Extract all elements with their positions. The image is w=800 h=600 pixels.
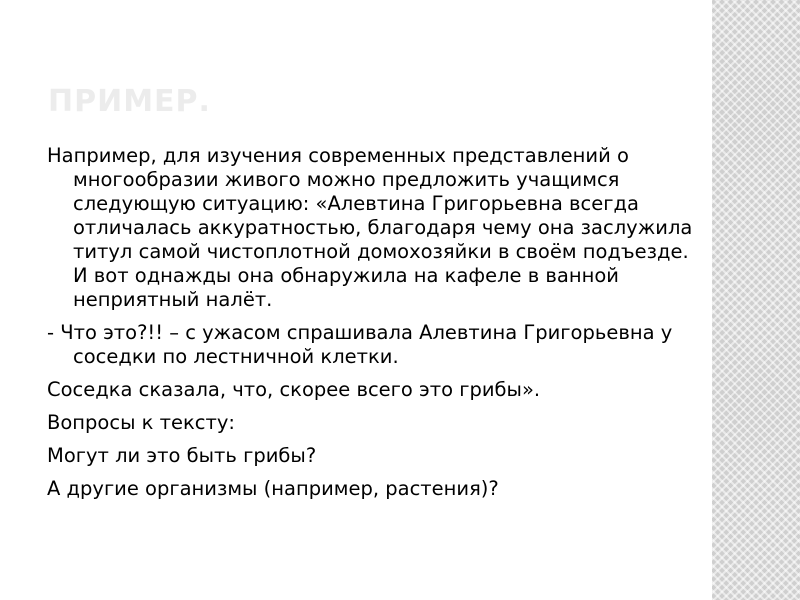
decorative-side-panel — [712, 0, 800, 600]
paragraph-question-fungi: Могут ли это быть грибы? — [47, 444, 317, 467]
paragraph-question-organisms: А другие организмы (например, растения)? — [47, 477, 499, 500]
slide-title: ПРИМЕР. — [48, 84, 211, 119]
paragraph-dialogue: - Что это?!! – с ужасом спрашивала Алевтина Григорьевна у соседки по лестничной клетки. — [47, 321, 673, 368]
paragraph-neighbor-answer: Соседка сказала, что, скорее всего это грибы». — [47, 378, 541, 401]
paragraph-situation: Например, для изучения современных представлений о многообразии живого можно предложить учащимся следующую ситуацию: «Алевтина Григорьевна всегда отличалась аккуратностью, благодаря чему она заслужила титул самой чистоплотной домохозяйки в своём подъезде. И вот однажды она обнаружила на кафеле в ванной неприятный налёт. — [47, 144, 693, 311]
paragraph-questions-heading: Вопросы к тексту: — [47, 411, 235, 434]
slide-body — [47, 144, 697, 510]
